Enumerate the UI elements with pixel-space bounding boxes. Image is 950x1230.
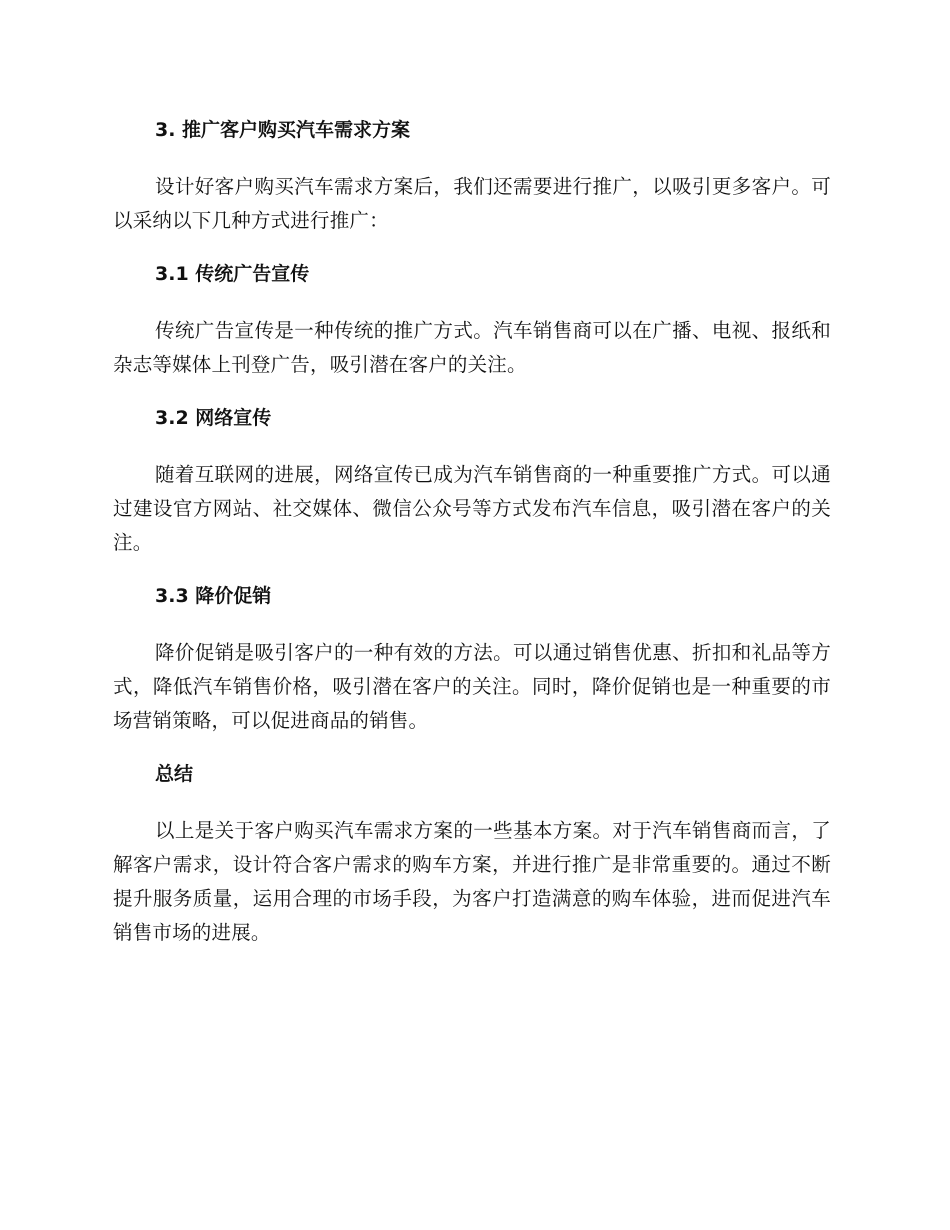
paragraph-summary: 以上是关于客户购买汽车需求方案的一些基本方案。对于汽车销售商而言，了解客户需求，设计符合客户需求的购车方案，并进行推广是非常重要的。通过不断提升服务质量，运用合理的市场手段，为客户打造满意的购车体验，进而促进汽车销售市场的进展。 <box>113 819 831 944</box>
section-heading-online-promotion: 3.2 网络宣传 <box>155 407 272 429</box>
paragraph-online-promotion: 随着互联网的进展，网络宣传已成为汽车销售商的一种重要推广方式。可以通过建设官方网站、社交媒体、微信公众号等方式发布汽车信息，吸引潜在客户的关注。 <box>113 463 831 554</box>
document-body <box>113 112 831 950</box>
section-heading-summary: 总结 <box>155 763 194 785</box>
paragraph-promotion: 设计好客户购买汽车需求方案后，我们还需要进行推广，以吸引更多客户。可以采纳以下几种方式进行推广： <box>113 175 831 232</box>
section-heading-traditional-ads: 3.1 传统广告宣传 <box>155 263 310 285</box>
paragraph-traditional-ads: 传统广告宣传是一种传统的推广方式。汽车销售商可以在广播、电视、报纸和杂志等媒体上刊登广告，吸引潜在客户的关注。 <box>113 319 831 376</box>
section-heading-price-promotion: 3.3 降价促销 <box>155 585 272 607</box>
section-heading-promotion: 3. 推广客户购买汽车需求方案 <box>155 119 411 141</box>
paragraph-price-promotion: 降价促销是吸引客户的一种有效的方法。可以通过销售优惠、折扣和礼品等方式，降低汽车销售价格，吸引潜在客户的关注。同时，降价促销也是一种重要的市场营销策略，可以促进商品的销售。 <box>113 641 831 732</box>
